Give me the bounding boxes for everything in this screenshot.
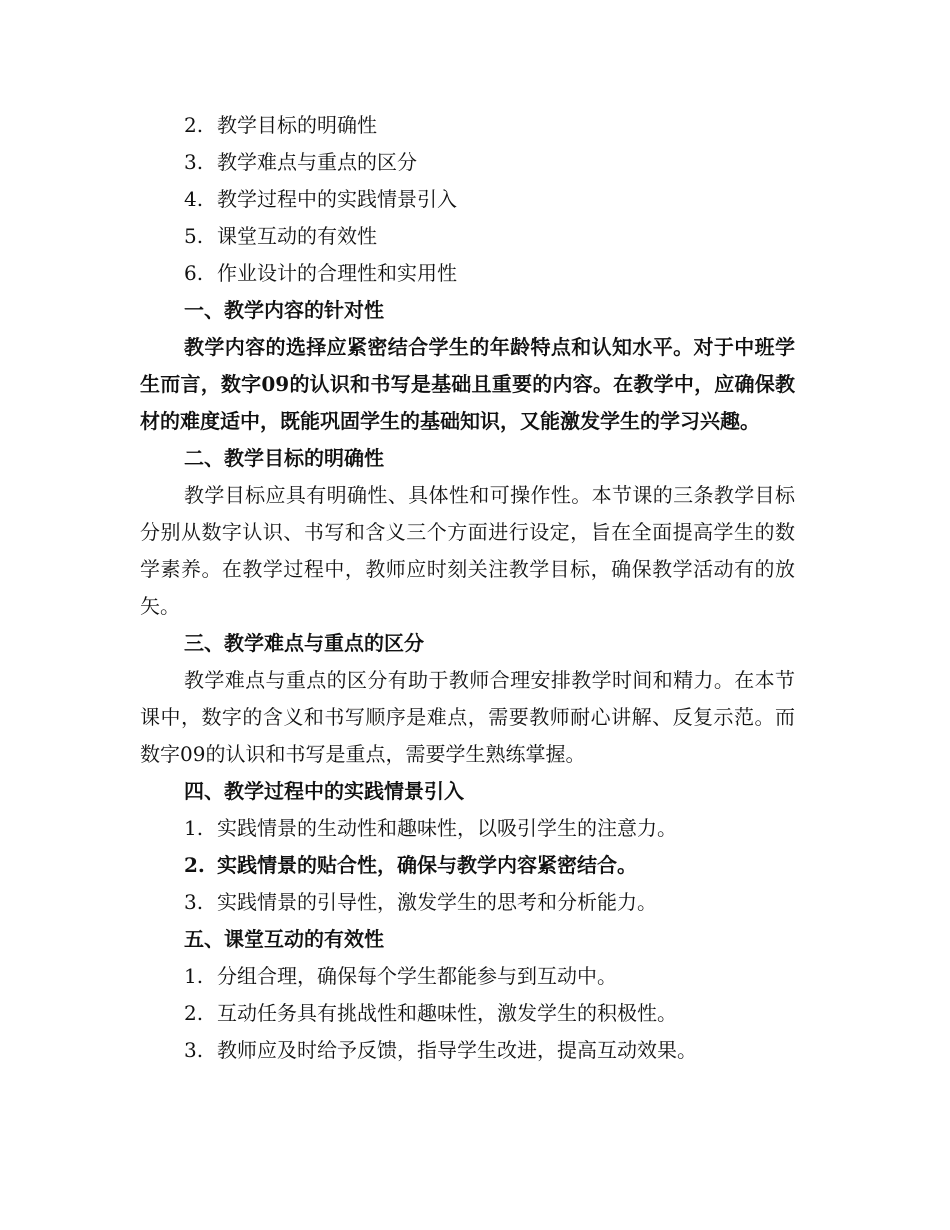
list-item: [140, 884, 795, 921]
section-heading-content: 一、教学内容的针对性: [184, 298, 384, 322]
list-number: 4.: [184, 187, 204, 211]
list-text: 实践情景的贴合性，确保与教学内容紧密结合。: [217, 853, 637, 877]
list-number: 3.: [184, 150, 204, 174]
list-number: 3.: [184, 890, 204, 914]
list-item: [140, 1032, 795, 1069]
section-paragraph-difficulty: 教学难点与重点的区分有助于教师合理安排教学时间和精力。在本节课中，数字的含义和书写顺序是难点，需要教师耐心讲解、反复示范。而数字09的认识和书写是重点，需要学生熟练掌握。: [140, 668, 795, 766]
list-text: 教学难点与重点的区分: [217, 150, 417, 174]
list-number: 1.: [184, 964, 204, 988]
section-paragraph-goals: 教学目标应具有明确性、具体性和可操作性。本节课的三条教学目标分别从数字认识、书写和含义三个方面进行设定，旨在全面提高学生的数学素养。在教学过程中，教师应时刻关注教学目标，确保教学活动有的放矢。: [140, 483, 795, 618]
list-text: 作业设计的合理性和实用性: [217, 261, 457, 285]
list-item: [140, 218, 795, 255]
list-number: 6.: [184, 261, 204, 285]
list-text: 实践情景的生动性和趣味性，以吸引学生的注意力。: [217, 816, 677, 840]
list-text: 教学过程中的实践情景引入: [217, 187, 457, 211]
list-item: [140, 255, 795, 292]
list-item: [140, 181, 795, 218]
list-number: 2.: [184, 853, 205, 877]
list-item: [140, 847, 795, 884]
list-number: 1.: [184, 816, 204, 840]
section-heading-goals: 二、教学目标的明确性: [184, 446, 384, 470]
list-number: 3.: [184, 1038, 204, 1062]
document-body: [140, 107, 795, 1069]
list-text: 课堂互动的有效性: [217, 224, 377, 248]
list-text: 实践情景的引导性，激发学生的思考和分析能力。: [217, 890, 657, 914]
section-paragraph-content: 教学内容的选择应紧密结合学生的年龄特点和认知水平。对于中班学生而言，数字09的认识和书写是基础且重要的内容。在教学中，应确保教材的难度适中，既能巩固学生的基础知识，又能激发学生的学习兴趣。: [140, 335, 795, 433]
list-item: [140, 144, 795, 181]
list-item: [140, 958, 795, 995]
list-item: [140, 810, 795, 847]
section-heading-difficulty: 三、教学难点与重点的区分: [184, 631, 424, 655]
list-number: 5.: [184, 224, 204, 248]
list-item: [140, 995, 795, 1032]
list-number: 2.: [184, 113, 204, 137]
list-item: [140, 107, 795, 144]
list-text: 教学目标的明确性: [217, 113, 377, 137]
list-text: 分组合理，确保每个学生都能参与到互动中。: [217, 964, 617, 988]
section-heading-practice: 四、教学过程中的实践情景引入: [184, 779, 464, 803]
list-text: 教师应及时给予反馈，指导学生改进，提高互动效果。: [217, 1038, 697, 1062]
list-number: 2.: [184, 1001, 204, 1025]
section-heading-interaction: 五、课堂互动的有效性: [184, 927, 384, 951]
list-text: 互动任务具有挑战性和趣味性，激发学生的积极性。: [217, 1001, 677, 1025]
